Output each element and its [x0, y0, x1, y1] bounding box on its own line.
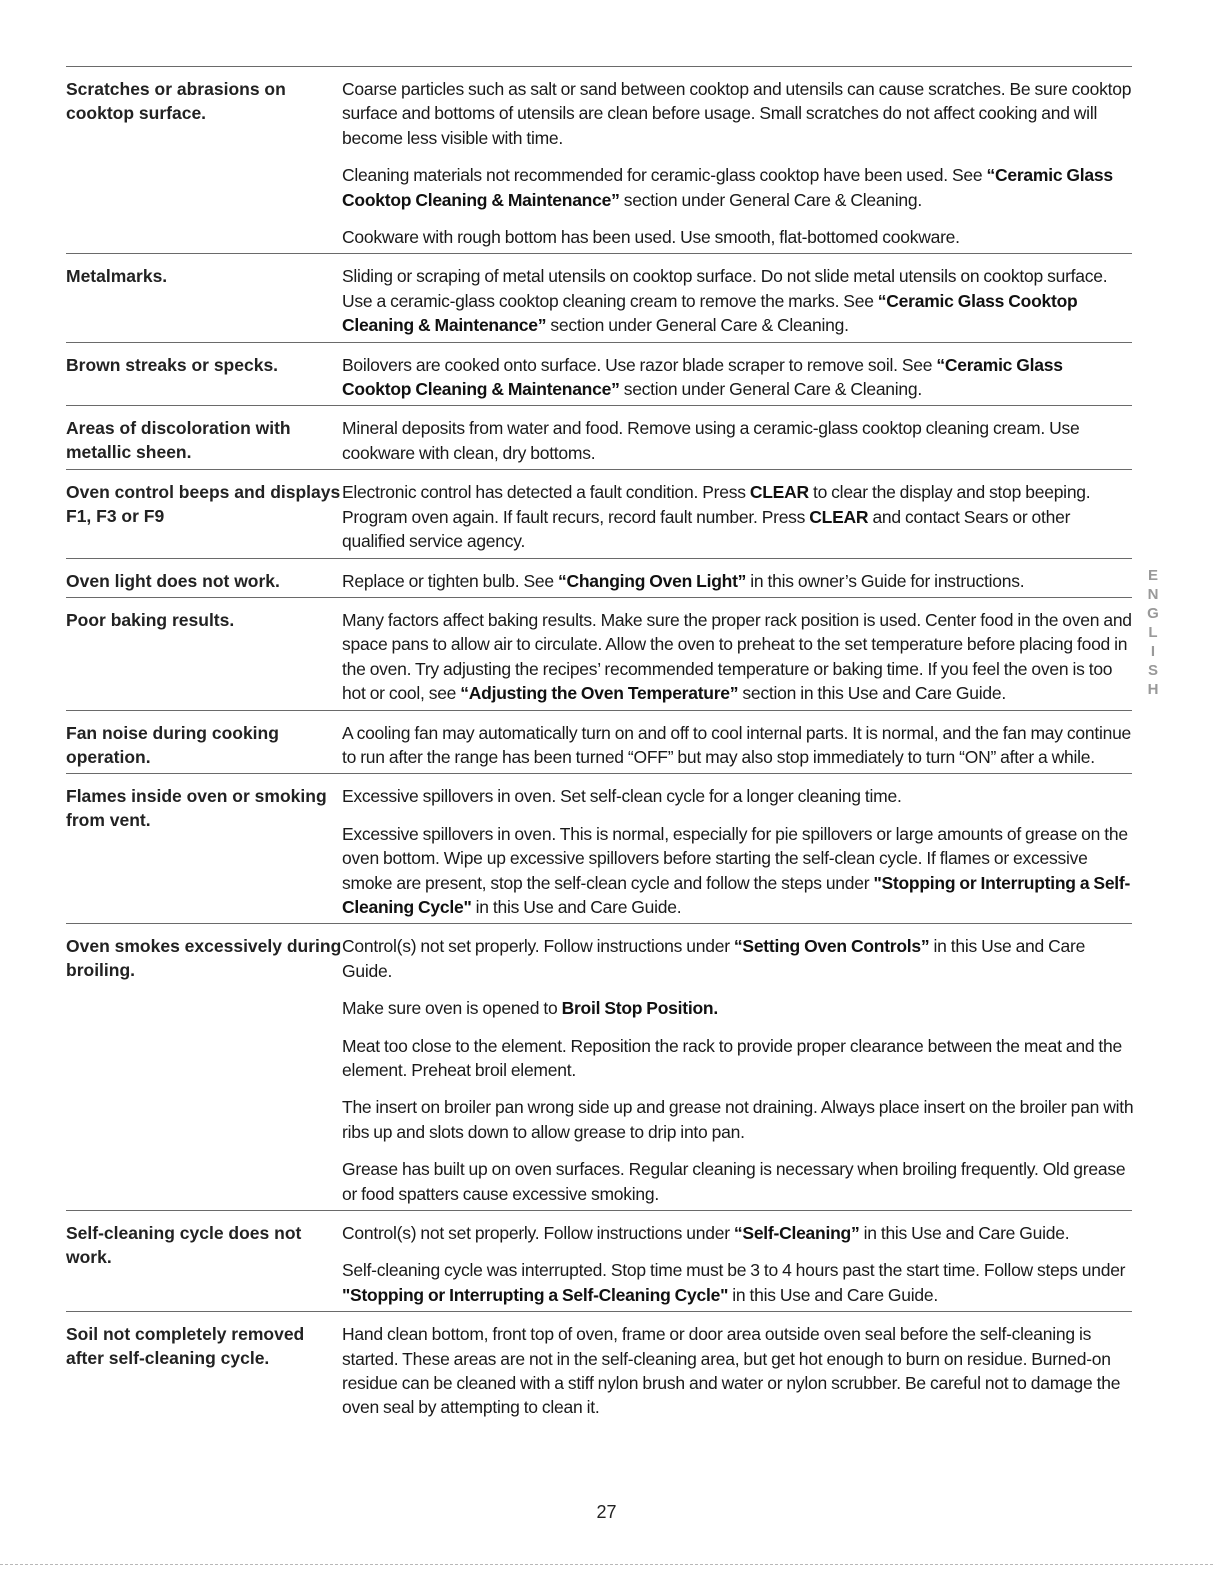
cause-paragraph: [342, 784, 1134, 808]
cause-paragraph: [342, 225, 1134, 249]
side-tab-letter: S: [1147, 662, 1158, 679]
cause-paragraph: [342, 1322, 1134, 1420]
reference-text: “Ceramic Glass Cooktop Cleaning & Maintenance”: [342, 290, 1078, 336]
cause-text: Excessive spillovers in oven. This is normal, especially for pie spillovers or large amounts of grease on the oven bottom. Wipe up excessive spillovers before starting the self-clean cycle. If flames or excessive smoke are present, stop the self-clean cycle and follow the steps under: [342, 823, 1128, 893]
cause-text: in this owner’s Guide for instructions.: [746, 570, 1025, 591]
table-row: [66, 254, 1132, 341]
cause-text: Excessive spillovers in oven. Set self-clean cycle for a longer cleaning time.: [342, 786, 902, 807]
cause-text: Grease has built up on oven surfaces. Regular cleaning is necessary when broiling frequently. Old grease or food spatters cause excessive smoking.: [342, 1159, 1126, 1204]
problem-label: Self-cleaning cycle does not work.: [66, 1223, 302, 1268]
cause-text: to clear the display and stop beeping. Program oven again. If fault recurs, record fault number. Press: [342, 482, 1091, 527]
cause-paragraph: [342, 416, 1134, 465]
cause-text: and contact Sears or other qualified service agency.: [342, 506, 1071, 552]
cause-paragraph: [342, 1258, 1134, 1307]
cause-paragraph: [342, 163, 1134, 212]
cause-text: in this Use and Care Guide.: [471, 896, 682, 917]
cause-text: in this Use and Care Guide.: [728, 1284, 938, 1305]
table-row: [66, 343, 1132, 406]
cause-text: Control(s) not set properly. Follow instructions under: [342, 1223, 734, 1244]
table-row: [66, 67, 1132, 253]
cause-text: Electronic control has detected a fault condition. Press: [342, 482, 750, 503]
cause-paragraph: [342, 608, 1134, 706]
side-tab-letter: L: [1148, 624, 1158, 641]
reference-text: "Stopping or Interrupting a Self-Cleaning Cycle": [342, 1284, 729, 1305]
cause-paragraph: [342, 822, 1134, 920]
side-tab-letter: I: [1150, 643, 1156, 660]
cause-text: section under General Care & Cleaning.: [619, 189, 923, 210]
problem-label: Oven light does not work.: [66, 570, 280, 591]
cause-text: Meat too close to the element. Reposition the rack to provide proper clearance between the meat and the element. Preheat broil element.: [342, 1035, 1122, 1080]
cause-text: Many factors affect baking results. Make sure the proper rack position is used. Center food in the oven and space pans to allow air to circulate. Allow the oven to preheat to the set temperature before placing food in the oven. Try adjusting the recipes’ recommended temperature or baking time. If you feel the oven is too hot or cool, see: [342, 609, 1132, 704]
cause-list: [342, 711, 1134, 774]
cause-paragraph: [342, 934, 1134, 983]
reference-text: “Self-Cleaning”: [733, 1223, 860, 1244]
cause-paragraph: [342, 1221, 1134, 1245]
table-row: [66, 774, 1132, 923]
cause-text: A cooling fan may automatically turn on and off to cool internal parts. It is normal, and the fan may continue to run after the range has been turned “OFF” but may also stop immediately to turn “ON” after a while.: [342, 722, 1132, 767]
side-tab-letter: H: [1147, 681, 1159, 698]
cause-text: Hand clean bottom, front top of oven, frame or door area outside oven seal before the self-cleaning is started. These areas are not in the self-cleaning area, but get hot enough to burn on residue. Burned-on residue can be cleaned with a stiff nylon brush and water or nylon scrubber. Be careful not to damage the oven seal by attempting to clean it.: [342, 1324, 1121, 1418]
cause-paragraph: [342, 264, 1134, 337]
cause-list: [342, 1211, 1134, 1311]
reference-text: CLEAR: [749, 482, 809, 503]
table-row: [66, 711, 1132, 774]
cause-text: Control(s) not set properly. Follow instructions under: [342, 936, 734, 957]
problem-label: Brown streaks or specks.: [66, 354, 279, 375]
cause-text: Make sure oven is opened to: [342, 998, 562, 1019]
problem-label: Areas of discoloration with metallic sheen.: [66, 418, 291, 463]
problem-label: Poor baking results.: [66, 609, 235, 630]
problem-label: Fan noise during cooking operation.: [66, 722, 279, 767]
reference-text: “Ceramic Glass Cooktop Cleaning & Maintenance”: [342, 354, 1063, 400]
reference-text: Broil Stop Position.: [561, 998, 718, 1019]
cause-list: [342, 67, 1134, 253]
reference-text: “Ceramic Glass Cooktop Cleaning & Maintenance”: [342, 165, 1113, 210]
reference-text: "Stopping or Interrupting a Self-Cleaning Cycle": [342, 872, 1131, 917]
cause-paragraph: [342, 480, 1134, 553]
table-row: [66, 1312, 1132, 1424]
table-row: [66, 406, 1132, 469]
problem-label: Oven smokes excessively during broiling.: [66, 936, 342, 981]
cause-text: Sliding or scraping of metal utensils on cooktop surface. Do not slide metal utensils on cooktop surface. Use a ceramic-glass cooktop cleaning cream to remove the marks. See: [342, 266, 1108, 311]
cause-list: [342, 343, 1134, 406]
cause-text: section under General Care & Cleaning.: [619, 379, 923, 400]
cause-list: [342, 774, 1134, 923]
language-side-tab: [1141, 566, 1165, 699]
cause-text: Cleaning materials not recommended for ceramic-glass cooktop have been used. See: [342, 165, 987, 186]
problem-label: Oven control beeps and displays F1, F3 or F9: [66, 482, 341, 527]
cause-text: Coarse particles such as salt or sand between cooktop and utensils can cause scratches. Be sure cooktop surface and bottoms of utensils are clean before usage. Small scratches do not affect cooking and will become less visible with time.: [342, 79, 1132, 148]
side-tab-letter: N: [1147, 586, 1159, 603]
table-row: [66, 924, 1132, 1210]
cause-paragraph: [342, 1157, 1134, 1206]
cause-list: [342, 924, 1134, 1210]
table-row: [66, 1211, 1132, 1311]
cause-list: [342, 254, 1134, 341]
cause-text: in this Use and Care Guide.: [342, 936, 1086, 981]
reference-text: “Setting Oven Controls”: [733, 936, 930, 957]
cause-text: Mineral deposits from water and food. Remove using a ceramic-glass cooktop cleaning cream. Use cookware with clean, dry bottoms.: [342, 418, 1080, 463]
cause-paragraph: [342, 721, 1134, 770]
reference-text: CLEAR: [809, 506, 869, 527]
cause-list: [342, 406, 1134, 469]
cause-text: Self-cleaning cycle was interrupted. Stop time must be 3 to 4 hours past the start time. Follow steps under: [342, 1260, 1126, 1281]
table-row: [66, 598, 1132, 710]
cause-text: Cookware with rough bottom has been used. Use smooth, flat-bottomed cookware.: [342, 227, 960, 248]
page-bottom-divider: [0, 1564, 1213, 1565]
cause-list: [342, 1312, 1134, 1424]
cause-text: Replace or tighten bulb. See: [342, 570, 558, 591]
side-tab-letter: E: [1147, 567, 1158, 584]
table-row: [66, 559, 1132, 597]
problem-label: Scratches or abrasions on cooktop surface.: [66, 79, 286, 123]
cause-list: [342, 470, 1134, 557]
cause-paragraph: [342, 1095, 1134, 1144]
reference-text: “Changing Oven Light”: [557, 570, 747, 591]
table-row: [66, 470, 1132, 557]
side-tab-letter: G: [1147, 605, 1159, 622]
reference-text: “Adjusting the Oven Temperature”: [460, 683, 739, 704]
page-number: 27: [596, 1502, 617, 1522]
problem-label: Metalmarks.: [66, 266, 168, 287]
cause-paragraph: [342, 996, 1134, 1020]
cause-text: The insert on broiler pan wrong side up and grease not draining. Always place insert on the broiler pan with ribs up and slots down to allow grease to drip into pan.: [342, 1097, 1134, 1142]
cause-text: in this Use and Care Guide.: [859, 1223, 1070, 1244]
cause-text: section in this Use and Care Guide.: [738, 683, 1006, 704]
cause-paragraph: [342, 1034, 1134, 1083]
cause-list: [342, 598, 1134, 710]
cause-paragraph: [342, 569, 1134, 593]
cause-paragraph: [342, 353, 1134, 402]
problem-label: Soil not completely removed after self-cleaning cycle.: [66, 1324, 305, 1369]
troubleshooting-table: [66, 66, 1132, 1424]
cause-list: [342, 559, 1134, 597]
cause-paragraph: [342, 77, 1134, 150]
cause-text: section under General Care & Cleaning.: [546, 315, 849, 336]
cause-text: Boilovers are cooked onto surface. Use razor blade scraper to remove soil. See: [342, 354, 937, 375]
problem-label: Flames inside oven or smoking from vent.: [66, 786, 327, 831]
